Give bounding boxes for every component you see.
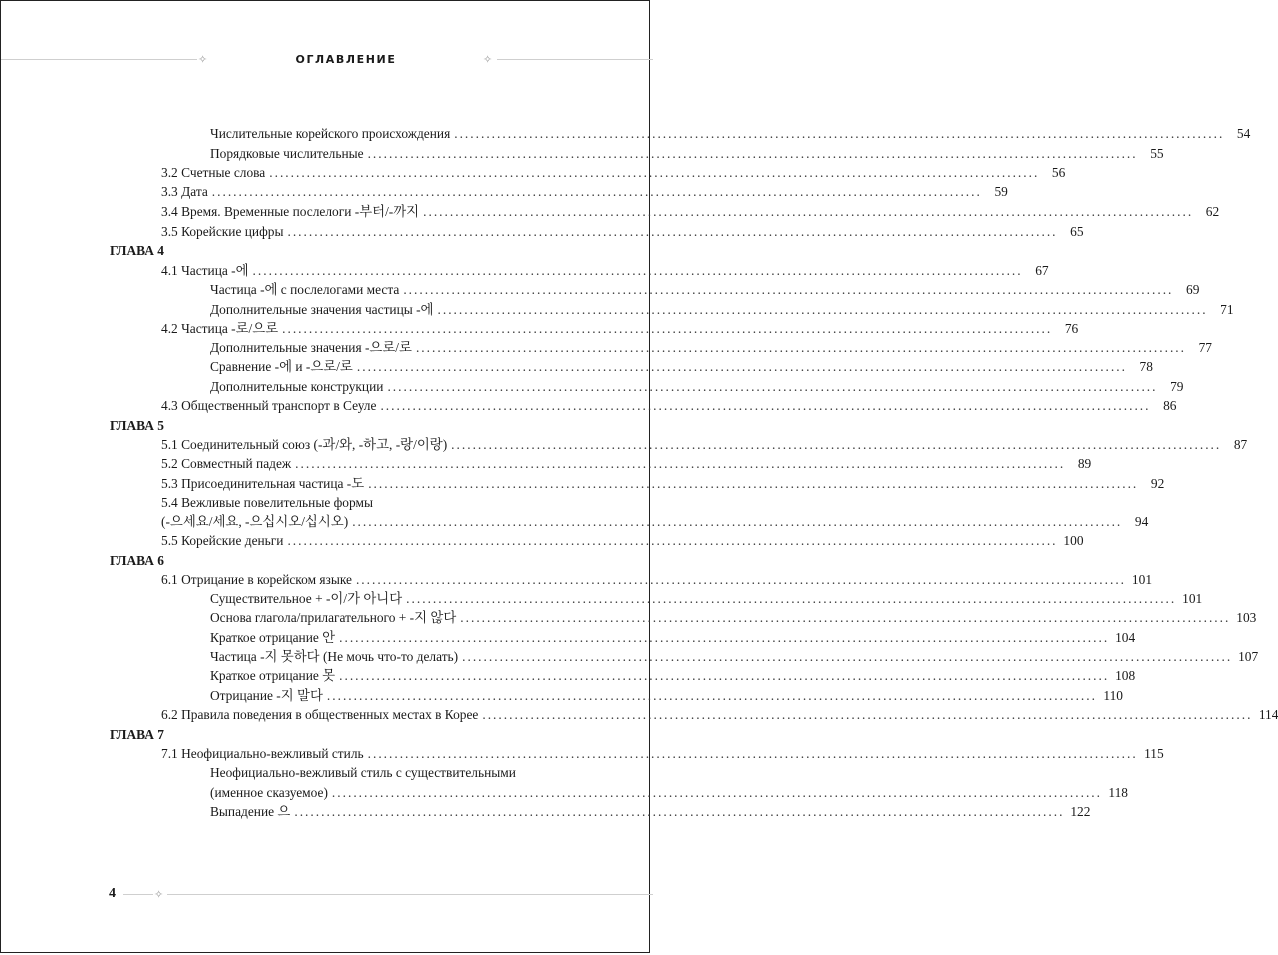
toc-entry-page: 115: [1144, 746, 1164, 761]
header-rule-right: [497, 59, 653, 60]
toc-entry: [210, 145, 1164, 163]
toc-entry-page: 103: [1236, 610, 1257, 625]
toc-entry-page: 62: [1205, 204, 1220, 219]
toc-entry: [161, 455, 1092, 473]
toc-entry-page: 118: [1108, 785, 1128, 800]
toc-entry-title: Основа глагола/прилагательного + -지 않다: [210, 610, 457, 625]
toc-entry: [161, 183, 1008, 201]
toc-entry-title: Сравнение -에 и -으로/로: [210, 359, 353, 374]
toc-entry: [161, 262, 1049, 280]
toc-entry-page: 56: [1051, 165, 1066, 180]
toc-leader-dots: ................................................................................................................................................: [368, 476, 1139, 491]
toc-entry-title-line: 5.4 Вежливые повелительные формы: [161, 495, 373, 510]
toc-leader-dots: ................................................................................................................................................: [460, 610, 1231, 625]
toc-entry-page: 71: [1220, 302, 1234, 317]
toc-entry: [161, 706, 1278, 724]
toc-entry-page: 55: [1150, 146, 1164, 161]
toc-leader-dots: ................................................................................................................................................: [462, 649, 1233, 664]
toc-entry: [161, 164, 1066, 182]
toc-entry-title: 3.5 Корейские цифры: [161, 224, 284, 239]
toc-entry: [210, 609, 1257, 627]
toc-entry-page: 114: [1258, 707, 1278, 722]
toc-leader-dots: ................................................................................................................................................: [380, 398, 1151, 413]
toc-leader-dots: ................................................................................................................................................: [282, 321, 1053, 336]
toc-entry: [210, 687, 1123, 705]
toc-leader-dots: ................................................................................................................................................: [269, 165, 1040, 180]
toc-entry: [210, 301, 1234, 319]
toc-entry-title: Краткое отрицание 못: [210, 668, 336, 683]
toc-entry-page: 104: [1115, 630, 1136, 645]
toc-entry: [161, 571, 1153, 589]
toc-entry-title: 4.3 Общественный транспорт в Сеуле: [161, 398, 377, 413]
toc-entry: [210, 629, 1136, 647]
toc-entry: [210, 590, 1203, 608]
toc-leader-dots: ................................................................................................................................................: [437, 302, 1208, 317]
toc-leader-dots: ................................................................................................................................................: [367, 746, 1138, 761]
toc-entry: [210, 281, 1200, 299]
toc-leader-dots: ................................................................................................................................................: [355, 572, 1127, 587]
toc-leader-dots: ................................................................................................................................................: [331, 785, 1102, 800]
toc-entry-title: 4.1 Частица -에: [161, 263, 249, 278]
diamond-ornament-icon: ✧: [483, 53, 493, 66]
toc-entry-page: 101: [1182, 591, 1203, 606]
toc-entry-page: 67: [1035, 263, 1049, 278]
diamond-ornament-icon: ✧: [154, 888, 164, 901]
toc-leader-dots: ................................................................................................................................................: [415, 340, 1186, 355]
toc-entry: [210, 339, 1212, 357]
toc-leader-dots: ................................................................................................................................................: [403, 282, 1174, 297]
toc-leader-dots: ................................................................................................................................................: [454, 126, 1225, 141]
toc-entry-title: 3.3 Дата: [161, 184, 208, 199]
page-title: ОГЛАВЛЕНИЕ: [295, 53, 397, 66]
toc-leader-dots: ................................................................................................................................................: [294, 804, 1065, 819]
toc-entry: [161, 203, 1220, 221]
toc-entry-title: Числительные корейского происхождения: [210, 126, 451, 141]
toc-entry-title: Частица -지 못하다 (Не мочь что-то делать): [210, 649, 459, 664]
chapter-heading: ГЛАВА 7: [110, 727, 164, 742]
toc-leader-dots: ................................................................................................................................................: [287, 533, 1058, 548]
footer-rule-right: [167, 894, 653, 895]
toc-entry-title: 5.5 Корейские деньги: [161, 533, 284, 548]
toc-leader-dots: ................................................................................................................................................: [326, 688, 1097, 703]
toc-leader-dots: ................................................................................................................................................: [356, 359, 1127, 374]
toc-entry-page: 79: [1170, 379, 1184, 394]
toc-entry-title: Дополнительные значения -으로/로: [210, 340, 412, 355]
toc-leader-dots: ................................................................................................................................................: [352, 514, 1123, 529]
toc-leader-dots: ................................................................................................................................................: [367, 146, 1138, 161]
toc-leader-dots: ................................................................................................................................................: [451, 437, 1222, 452]
toc-entry: [161, 223, 1084, 241]
toc-entry-title: Дополнительные значения частицы -에: [210, 302, 434, 317]
toc-entry-title: Порядковые числительные: [210, 146, 364, 161]
diamond-ornament-icon: ✧: [198, 53, 208, 66]
toc-entry-title: 4.2 Частица -로/으로: [161, 321, 279, 336]
toc-entry-title-line: Неофициально-вежливый стиль с существительными: [210, 765, 516, 780]
toc-entry-page: 65: [1070, 224, 1084, 239]
toc-entry-title: 3.2 Счетные слова: [161, 165, 266, 180]
toc-entry: [161, 745, 1164, 763]
toc-entry-page: 101: [1131, 572, 1153, 587]
toc-entry: [210, 667, 1136, 685]
toc-entry-page: 100: [1063, 533, 1084, 548]
chapter-heading: ГЛАВА 4: [110, 243, 164, 258]
toc-entry-page: 86: [1163, 398, 1177, 413]
toc-entry-page: 54: [1236, 126, 1251, 141]
toc-entry-title: 3.4 Время. Временные послелоги -부터/-까지: [161, 204, 420, 219]
toc-entry-title: 5.1 Соединительный союз (-과/와, -하고, -랑/이랑): [161, 437, 448, 452]
toc-entry-page: 59: [994, 184, 1008, 199]
toc-entry-title: 6.2 Правила поведения в общественных местах в Корее: [161, 707, 479, 722]
toc-leader-dots: ................................................................................................................................................: [339, 668, 1110, 683]
toc-entry-title: 6.1 Отрицание в корейском языке: [161, 572, 352, 587]
toc-entry-page: 69: [1186, 282, 1200, 297]
toc-entry-page: 89: [1077, 456, 1092, 471]
toc-leader-dots: ................................................................................................................................................: [406, 591, 1177, 606]
toc-entry-title: 5.3 Присоединительная частица -도: [161, 476, 365, 491]
toc-entry-title: Частица -에 с послелогами места: [210, 282, 400, 297]
toc-entry: [161, 532, 1084, 550]
toc-entry-page: 122: [1070, 804, 1091, 819]
toc-leader-dots: ................................................................................................................................................: [387, 379, 1158, 394]
page-number: 4: [109, 886, 116, 901]
footer-rule-left: [123, 894, 153, 895]
toc-leader-dots: ................................................................................................................................................: [339, 630, 1110, 645]
toc-leader-dots: ................................................................................................................................................: [295, 456, 1066, 471]
toc-entry-title: Отрицание -지 말다: [210, 688, 323, 703]
toc-entry-title: (-으세요/세요, -으십시오/십시오): [161, 514, 349, 529]
toc-entry: [210, 125, 1251, 143]
toc-entry: [161, 513, 1149, 531]
toc-entry-page: 77: [1198, 340, 1212, 355]
toc-leader-dots: ................................................................................................................................................: [252, 263, 1023, 278]
toc-entry-page: 94: [1134, 514, 1149, 529]
toc-entry: [161, 397, 1177, 415]
toc-entry-page: 78: [1139, 359, 1153, 374]
toc-entry: [210, 648, 1259, 666]
toc-leader-dots: ................................................................................................................................................: [211, 184, 982, 199]
toc-entry-page: 108: [1115, 668, 1136, 683]
toc-entry-title: Существительное + -이/가 아니다: [210, 591, 403, 606]
toc-entry: [210, 784, 1128, 802]
header-rule-left: [1, 59, 197, 60]
toc-entry: [161, 320, 1079, 338]
toc-leader-dots: ................................................................................................................................................: [423, 204, 1194, 219]
toc-entry-title: (именное сказуемое): [210, 785, 328, 800]
toc-entry-page: 76: [1064, 321, 1079, 336]
chapter-heading: ГЛАВА 5: [110, 418, 164, 433]
toc-entry: [210, 358, 1153, 376]
toc-entry-title: Выпадение 으: [210, 804, 291, 819]
toc-entry: [161, 475, 1165, 493]
toc-entry-title: 5.2 Совместный падеж: [161, 456, 292, 471]
toc-entry-page: 107: [1238, 649, 1259, 664]
toc-leader-dots: ................................................................................................................................................: [287, 224, 1058, 239]
toc-entry-title: 7.1 Неофициально-вежливый стиль: [161, 746, 364, 761]
toc-entry: [161, 436, 1248, 454]
toc-entry-page: 110: [1103, 688, 1123, 703]
toc-entry-page: 92: [1150, 476, 1165, 491]
toc-entry-title: Дополнительные конструкции: [210, 379, 384, 394]
toc-entry-page: 87: [1233, 437, 1248, 452]
toc-leader-dots: ................................................................................................................................................: [482, 707, 1253, 722]
toc-entry: [210, 803, 1091, 821]
toc-entry-title: Краткое отрицание 안: [210, 630, 336, 645]
chapter-heading: ГЛАВА 6: [110, 553, 164, 568]
toc-entry: [210, 378, 1184, 396]
